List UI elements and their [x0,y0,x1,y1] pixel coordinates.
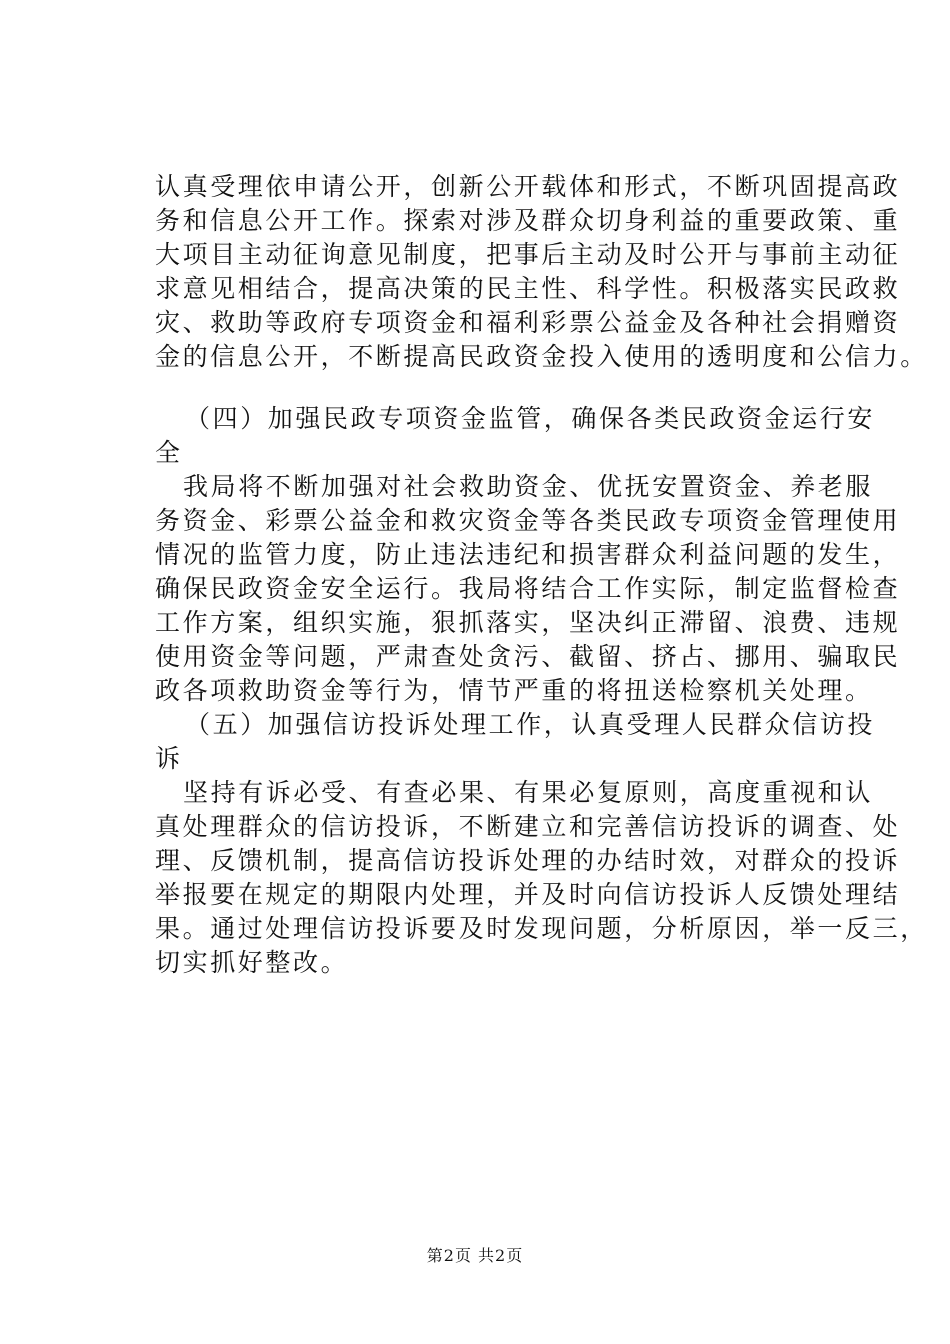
text-line: 务资金、彩票公益金和救灾资金等各类民政专项资金管理使用 [155,506,901,535]
text-line: 确保民政资金安全运行。我局将结合工作实际，制定监督检查 [155,574,901,603]
page-number-footer: 第2页 共2页 [426,1246,524,1265]
heading-line: （四）加强民政专项资金监管，确保各类民政资金运行安 [185,404,876,433]
text-line: 认真受理依申请公开，创新公开载体和形式，不断巩固提高政 [155,172,901,201]
heading-line: （五）加强信访投诉处理工作，认真受理人民群众信访投 [185,710,876,739]
section-heading-4 [155,402,876,470]
text-line: 举报要在规定的期限内处理，并及时向信访投诉人反馈处理结 [155,880,901,909]
text-line: 务和信息公开工作。探索对涉及群众切身利益的重要政策、重 [155,206,901,235]
text-line: 求意见相结合，提高决策的民主性、科学性。积极落实民政救 [155,274,901,303]
paragraph-fund-supervision [155,470,901,708]
document-body [155,170,928,980]
paragraph-open-info [155,170,928,374]
section-heading-5 [155,708,876,776]
text-line: 大项目主动征询意见制度，把事后主动及时公开与事前主动征 [155,240,901,269]
paragraph-complaints [155,776,928,980]
text-line: 灾、救助等政府专项资金和福利彩票公益金及各种社会捐赠资 [155,308,901,337]
text-line: 切实抓好整改。 [155,948,349,977]
text-line: 真处理群众的信访投诉，不断建立和完善信访投诉的调查、处 [155,812,901,841]
text-line: 工作方案，组织实施，狠抓落实，坚决纠正滞留、浪费、违规 [155,608,901,637]
text-line: 果。通过处理信访投诉要及时发现问题，分析原因，举一反三， [155,914,928,943]
text-line: 政各项救助资金等行为，情节严重的将扭送检察机关处理。 [155,676,873,705]
paragraph-gap [155,374,855,402]
text-line: 坚持有诉必受、有查必果、有果必复原则，高度重视和认 [183,778,874,807]
heading-line: 全 [155,438,183,467]
heading-line: 诉 [155,744,183,773]
text-line: 使用资金等问题，严肃查处贪污、截留、挤占、挪用、骗取民 [155,642,901,671]
text-line: 情况的监管力度，防止违法违纪和损害群众利益问题的发生， [155,540,901,569]
text-line: 金的信息公开，不断提高民政资金投入使用的透明度和公信力。 [155,342,928,371]
text-line: 理、反馈机制，提高信访投诉处理的办结时效，对群众的投诉 [155,846,901,875]
text-line: 我局将不断加强对社会救助资金、优抚安置资金、养老服 [183,472,874,501]
